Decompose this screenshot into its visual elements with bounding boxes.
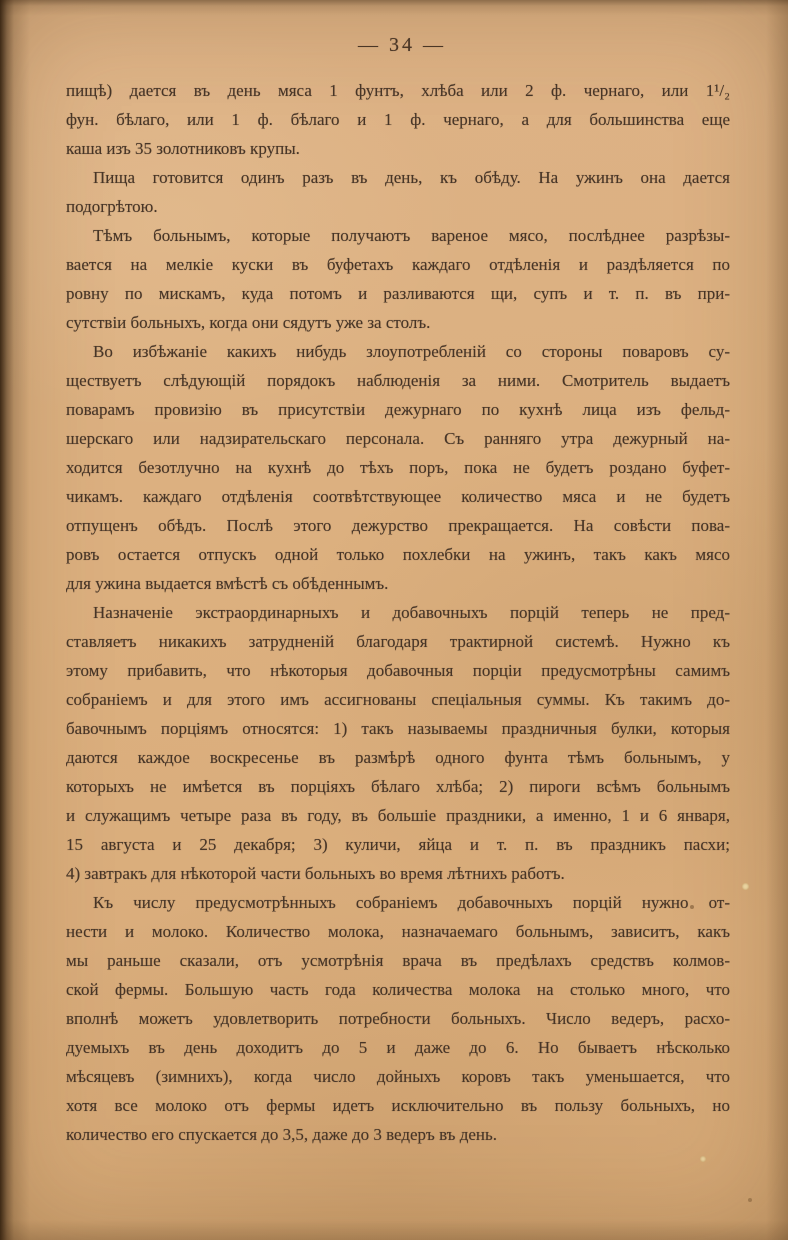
text-line: 15 августа и 25 декабря; 3) куличи, яйца и т. п. въ праздникъ пасхи; [66,835,730,854]
text-line: дуемыхъ въ день доходитъ до 5 и даже до 6. Но бываетъ нѣсколько [66,1038,730,1057]
text-line: отпущенъ обѣдъ. Послѣ этого дежурство прекращается. На совѣсти пова- [66,516,730,535]
text-line: которыхъ не имѣется въ порціяхъ бѣлаго хлѣба; 2) пироги всѣмъ больнымъ [66,777,730,796]
text-line: ходится безотлучно на кухнѣ до тѣхъ поръ, пока не будетъ роздано буфет- [66,458,730,477]
text-line: ской фермы. Большую часть года количества молока на столько много, что [66,980,730,999]
scan-edge-right [766,0,788,1240]
paragraph [66,163,730,221]
text-line: фун. бѣлаго, или 1 ф. бѣлаго и 1 ф. чернаго, а для большинства еще [66,110,730,129]
text-line: бавочнымъ порціямъ относятся: 1) такъ называемы праздничныя булки, которыя [66,719,730,738]
paper-speck [742,883,749,890]
text-line: хотя все молоко отъ фермы идетъ исключительно въ пользу больныхъ, но [66,1096,730,1115]
page-number: — 34 — [358,34,446,56]
text-line: Во избѣжаніе какихъ нибудь злоупотребленій со стороны поваровъ су- [93,342,730,361]
text-line: для ужина выдается вмѣстѣ съ обѣденнымъ. [66,574,389,593]
text-line: шерскаго или надзирательскаго персонала. Съ ранняго утра дежурный на- [66,429,730,448]
text-line: ровъ остается отпускъ одной только похлебки на ужинъ, такъ какъ мясо [66,545,730,564]
text-line: вается на мелкіе куски въ буфетахъ каждаго отдѣленія и раздѣляется по [66,255,730,274]
text-block [66,76,730,1149]
text-line: поварамъ провизію въ присутствіи дежурнаго по кухнѣ лица изъ фельд- [66,400,730,419]
paragraph [66,888,730,1149]
text-line: Пища готовится одинъ разъ въ день, къ обѣду. На ужинъ она дается [93,168,730,187]
text-line: ществуетъ слѣдующій порядокъ наблюденія за ними. Смотритель выдаетъ [66,371,730,390]
text-line: Къ числу предусмотрѣнныхъ собраніемъ добавочныхъ порцій нужно от- [93,893,730,912]
text-line: даются каждое воскресенье въ размѣрѣ одного фунта тѣмъ больнымъ, у [66,748,730,767]
text-line: Тѣмъ больнымъ, которые получаютъ вареное мясо, послѣднее разрѣзы- [93,226,730,245]
scan-edge-bottom [0,1220,788,1240]
text-line: мѣсяцевъ (зимнихъ), когда число дойныхъ коровъ такъ уменьшается, что [66,1067,730,1086]
scan-edge-left [0,0,30,1240]
scan-edge-top [0,0,788,16]
text-line: количество его спускается до 3,5, даже до 3 ведеръ въ день. [66,1125,498,1144]
text-line: ровну по мискамъ, куда потомъ и разливаются щи, супъ и т. п. въ при- [66,284,730,303]
text-line: и служащимъ четыре раза въ году, въ большіе праздники, а именно, 1 и 6 января, [66,806,730,825]
paper-speck [748,1198,752,1202]
paper-speck [700,1156,706,1162]
text-line: каша изъ 35 золотниковъ крупы. [66,139,300,158]
text-line: Назначеніе экстраординарныхъ и добавочныхъ порцій теперь не пред- [93,603,730,622]
text-line: подогрѣтою. [66,197,158,216]
text-line: сутствіи больныхъ, когда они сядутъ уже за столъ. [66,313,431,332]
text-line: мы раньше сказали, отъ усмотрѣнія врача въ предѣлахъ средствъ колмов- [66,951,730,970]
text-line: пищѣ) дается въ день мяса 1 фунтъ, хлѣба или 2 ф. чернаго, или 1¹/₂ [66,81,730,100]
text-line: 4) завтракъ для нѣкоторой части больныхъ во время лѣтнихъ работъ. [66,864,565,883]
paragraph [66,598,730,888]
paragraph [66,221,730,337]
text-line: собраніемъ и для этого имъ ассигнованы спеціальныя суммы. Къ такимъ до- [66,690,730,709]
paragraph [66,337,730,598]
text-line: вполнѣ можетъ удовлетворить потребности больныхъ. Число ведеръ, расхо- [66,1009,730,1028]
text-line: нести и молоко. Количество молока, назначаемаго больнымъ, зависитъ, какъ [66,922,730,941]
text-line: ставляетъ никакихъ затрудненій благодаря трактирной системѣ. Нужно къ [66,632,730,651]
text-line: чикамъ. каждаго отдѣленія соотвѣтствующее количество мяса и не будетъ [66,487,730,506]
paragraph [66,76,730,163]
text-line: этому прибавить, что нѣкоторыя добавочныя порціи предусмотрѣны самимъ [66,661,730,680]
